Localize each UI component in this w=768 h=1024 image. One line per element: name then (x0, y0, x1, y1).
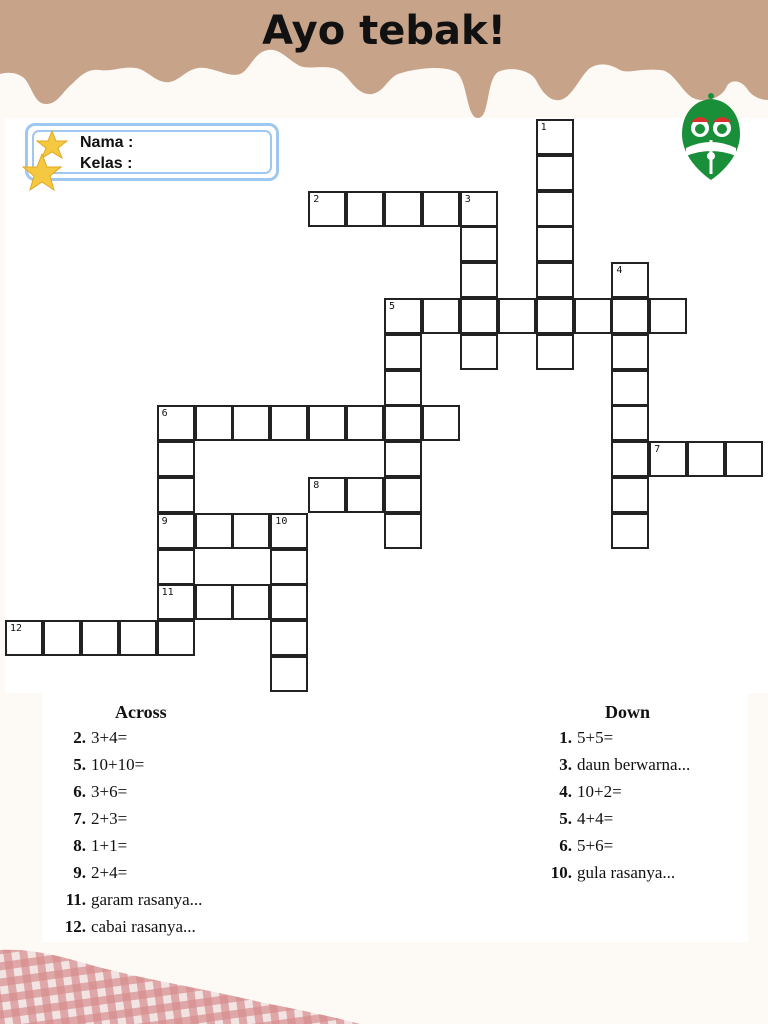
down-clue (542, 782, 622, 802)
across-heading: Across (115, 702, 167, 722)
crossword-cell[interactable] (422, 405, 460, 441)
clue-number: 2. (73, 728, 86, 747)
clue-number: 1 (540, 122, 547, 133)
crossword-cell[interactable] (384, 513, 422, 549)
crossword-cell[interactable] (611, 477, 649, 513)
clue-number: 5. (559, 809, 572, 828)
down-clue (542, 755, 690, 775)
clue-text: 2+3= (91, 809, 128, 828)
crossword-cell[interactable] (384, 334, 422, 370)
crossword-cell[interactable] (422, 191, 460, 227)
crossword-cell-11[interactable] (157, 584, 195, 620)
crossword-cell[interactable] (611, 441, 649, 477)
clue-number: 4 (616, 265, 623, 277)
clue-number: 6 (161, 408, 168, 420)
clue-text: 10+10= (91, 755, 145, 774)
crossword-cell[interactable] (611, 405, 649, 441)
clue-number: 8. (73, 836, 86, 855)
across-clue (54, 836, 127, 856)
clue-number: 12. (64, 917, 86, 936)
crossword-cell-6[interactable] (157, 405, 195, 441)
crossword-cell-5[interactable] (384, 298, 422, 334)
clue-number: 11. (65, 890, 86, 909)
clue-number: 7. (73, 809, 86, 828)
gingham-decoration (0, 930, 360, 1024)
crossword-cell[interactable] (611, 513, 649, 549)
crossword-cell-2[interactable] (308, 191, 346, 227)
crossword-cell-8[interactable] (308, 477, 346, 513)
crossword-cell[interactable] (460, 226, 498, 262)
clue-text: 10+2= (577, 782, 622, 801)
crossword-cell[interactable] (157, 441, 195, 477)
crossword-cell[interactable] (460, 262, 498, 298)
crossword-cell[interactable] (460, 298, 498, 334)
clue-number: 5 (389, 301, 396, 312)
crossword-cell-3[interactable] (460, 191, 498, 227)
clue-number: 4. (559, 782, 572, 801)
down-clue (542, 836, 613, 856)
crossword-cell[interactable] (422, 298, 460, 334)
clue-text: 2+4= (91, 863, 128, 882)
crossword-cell[interactable] (195, 584, 233, 620)
clue-number: 10. (550, 863, 572, 882)
crossword-cell-9[interactable] (157, 513, 195, 549)
crossword-cell[interactable] (536, 334, 574, 370)
crossword-cell[interactable] (536, 226, 574, 262)
clue-text: 4+4= (577, 809, 614, 828)
clue-text: 3+6= (91, 782, 128, 801)
crossword-cell[interactable] (611, 298, 649, 334)
class-label: Kelas : (80, 155, 133, 172)
clue-text: 5+6= (577, 836, 614, 855)
crossword-cell[interactable] (232, 513, 270, 549)
crossword-cell[interactable] (384, 370, 422, 406)
crossword-cell[interactable] (43, 620, 81, 656)
clue-number: 11 (161, 587, 174, 599)
crossword-cell[interactable] (195, 513, 233, 549)
crossword-cell[interactable] (460, 334, 498, 370)
crossword-cell[interactable] (157, 549, 195, 585)
crossword-cell[interactable] (157, 620, 195, 656)
crossword-cell[interactable] (725, 441, 763, 477)
crossword-cell[interactable] (649, 298, 687, 334)
crossword-cell[interactable] (611, 370, 649, 406)
crossword-cell[interactable] (384, 191, 422, 227)
clues-panel (42, 692, 748, 942)
clue-number: 5. (73, 755, 86, 774)
crossword-cell-4[interactable] (611, 262, 649, 298)
clue-text: cabai rasanya... (91, 917, 196, 936)
across-clue (54, 863, 127, 883)
across-clue (54, 809, 127, 829)
across-clue (54, 755, 144, 775)
clue-number: 1. (559, 728, 572, 747)
clue-number: 6. (73, 782, 86, 801)
crossword-cell[interactable] (270, 405, 308, 441)
down-clue (542, 809, 613, 829)
across-clue (54, 728, 127, 748)
star-icon (18, 128, 78, 200)
crossword-cell-12[interactable] (5, 620, 43, 656)
across-clue (54, 782, 127, 802)
crossword-cell-7[interactable] (649, 441, 687, 477)
clue-text: daun berwarna... (577, 755, 691, 774)
crossword-cell[interactable] (270, 549, 308, 585)
clue-number: 8 (313, 480, 320, 491)
clue-number: 9 (161, 515, 168, 527)
name-label: Nama : (80, 134, 134, 151)
clue-text: 3+4= (91, 728, 128, 747)
crossword-cell[interactable] (536, 191, 574, 227)
clue-text: garam rasanya... (91, 890, 203, 909)
crossword-cell[interactable] (308, 405, 346, 441)
clue-number: 10 (275, 515, 288, 527)
crossword-cell[interactable] (346, 191, 384, 227)
crossword-cell[interactable] (232, 584, 270, 620)
crossword-cell[interactable] (687, 441, 725, 477)
crossword-cell[interactable] (536, 298, 574, 334)
clue-number: 3. (559, 755, 572, 774)
down-clue (542, 728, 613, 748)
crossword-cell[interactable] (384, 477, 422, 513)
crossword-cell[interactable] (346, 405, 384, 441)
crossword-cell[interactable] (81, 620, 119, 656)
crossword-cell[interactable] (157, 477, 195, 513)
clue-number: 7 (654, 444, 661, 456)
clue-number: 6. (559, 836, 572, 855)
clue-number: 3 (464, 193, 471, 205)
crossword-cell[interactable] (195, 405, 233, 441)
crossword-cell[interactable] (270, 584, 308, 620)
clue-number: 9. (73, 863, 86, 882)
down-clue (542, 863, 675, 883)
crossword-cell[interactable] (346, 477, 384, 513)
across-clue (54, 890, 202, 910)
crossword-cell[interactable] (611, 334, 649, 370)
crossword-cell[interactable] (232, 405, 270, 441)
page-title: Ayo tebak! (262, 8, 506, 54)
crossword-cell[interactable] (498, 298, 536, 334)
crossword-cell[interactable] (384, 405, 422, 441)
crossword-cell[interactable] (384, 441, 422, 477)
crossword-cell[interactable] (536, 155, 574, 191)
clue-text: 5+5= (577, 728, 614, 747)
clue-number: 12 (10, 623, 23, 635)
clue-number: 2 (313, 193, 320, 205)
clue-text: 1+1= (91, 836, 128, 855)
crossword-cell-10[interactable] (270, 513, 308, 549)
clue-text: gula rasanya... (577, 863, 676, 882)
down-heading: Down (605, 702, 651, 722)
crossword-cell[interactable] (536, 262, 574, 298)
crossword-cell[interactable] (270, 656, 308, 692)
school-logo-icon (676, 90, 746, 185)
crossword-cell[interactable] (270, 620, 308, 656)
crossword-cell-1[interactable] (536, 119, 574, 155)
crossword-cell[interactable] (119, 620, 157, 656)
crossword-cell[interactable] (574, 298, 612, 334)
